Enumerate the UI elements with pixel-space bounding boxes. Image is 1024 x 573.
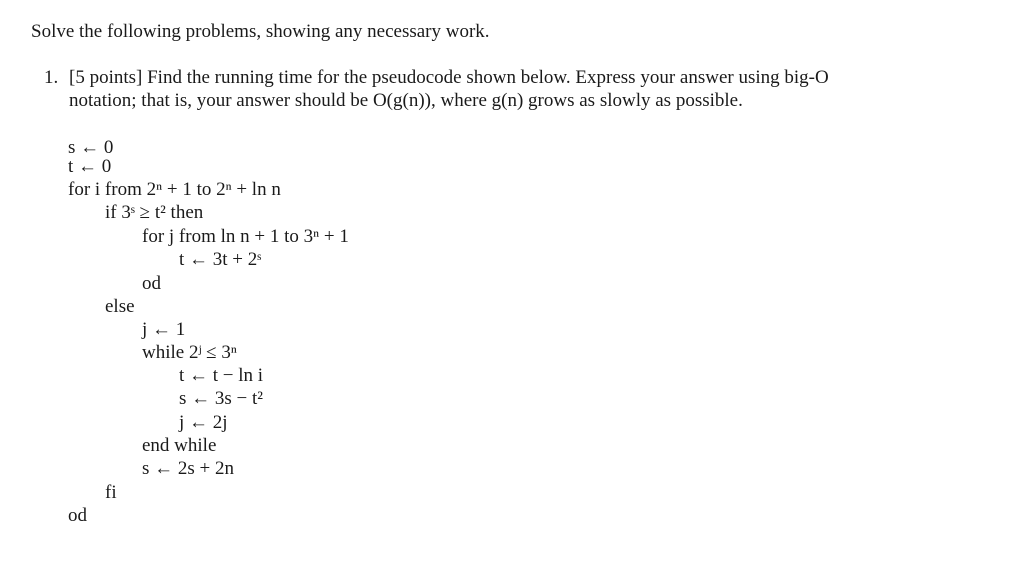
code-line: od [68, 505, 87, 526]
intro-instruction: Solve the following problems, showing any necessary work. [31, 21, 490, 42]
question-text-line-2: notation; that is, your answer should be O(g(n)), where g(n) grows as slowly as possible. [69, 90, 743, 111]
code-line: for i from 2ⁿ + 1 to 2ⁿ + ln n [68, 179, 281, 200]
code-line: s ← 2s + 2n [142, 458, 235, 479]
code-line: t ← 0 [68, 156, 112, 177]
code-line: s ← 3s − t² [179, 388, 263, 409]
code-line: od [142, 273, 161, 294]
code-line: fi [105, 482, 117, 503]
code-line: s ← 0 [68, 137, 114, 158]
code-line: if 3ˢ ≥ t² then [105, 202, 204, 223]
code-line: for j from ln n + 1 to 3ⁿ + 1 [142, 226, 349, 247]
question-number: 1. [44, 67, 59, 88]
code-line: else [105, 296, 135, 317]
code-line: j ← 1 [142, 319, 186, 340]
question-text-line-1: [5 points] Find the running time for the pseudocode shown below. Express your answer using big-O [69, 67, 829, 88]
code-line: t ← t − ln i [179, 365, 264, 386]
code-line: end while [142, 435, 217, 456]
code-line: t ← 3t + 2ˢ [179, 249, 262, 270]
code-line: j ← 2j [179, 412, 228, 433]
code-line: while 2ʲ ≤ 3ⁿ [142, 342, 237, 363]
